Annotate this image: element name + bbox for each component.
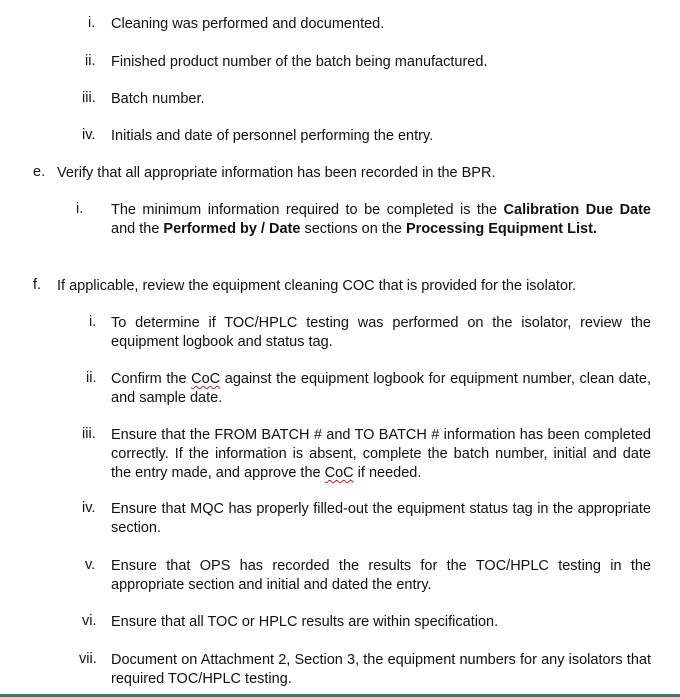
list-item-text: Finished product number of the batch being manufactured. [111,54,488,70]
performed-by-date-term: Performed by / Date [163,221,301,237]
list-item-text: Confirm the CoC against the equipment logbook for equipment number, clean date, and sample date. [111,371,651,406]
list-marker: iii. [82,426,96,442]
list-item-text: The minimum information required to be completed is the Calibration Due Date and the Performed by / Date sections on the Processing Equipment List. [111,202,652,237]
list-marker: iii. [82,90,96,106]
list-item-text: Ensure that the FROM BATCH # and TO BATCH # information has been completed correctly. If the information is absent, complete the batch number, initial and date the entry made, and approve the CoC if needed. [111,427,651,481]
section-heading-text: If applicable, review the equipment cleaning COC that is provided for the isolator. [57,278,577,294]
coc-term: CoC [191,371,221,387]
calibration-due-date-term: Calibration Due Date [503,202,652,218]
list-item-text: Ensure that MQC has properly filled-out the equipment status tag in the appropriate section. [111,501,651,536]
list-marker: i. [88,15,96,31]
list-marker: vii. [79,651,97,667]
list-marker: iv. [82,127,96,143]
list-item-text: Initials and date of personnel performing the entry. [111,128,434,144]
list-marker: ii. [86,370,97,386]
list-item-text: Batch number. [111,91,205,107]
list-marker: i. [76,201,84,217]
coc-term: CoC [324,465,354,481]
list-marker: v. [85,557,96,573]
list-item-text: Cleaning was performed and documented. [111,16,385,32]
section-marker: e. [33,164,46,180]
list-marker: i. [89,314,97,330]
list-marker: vi. [82,613,97,629]
section-marker: f. [33,277,42,293]
list-item-text: To determine if TOC/HPLC testing was performed on the isolator, review the equipment logbook and status tag. [111,315,651,350]
list-item-text: Document on Attachment 2, Section 3, the equipment numbers for any isolators that required TOC/HPLC testing. [111,652,651,687]
list-item-text: Ensure that all TOC or HPLC results are within specification. [111,614,499,630]
processing-equipment-list-term: Processing Equipment List. [406,221,597,237]
list-marker: iv. [82,500,96,516]
list-item-text: Ensure that OPS has recorded the results for the TOC/HPLC testing in the appropriate section and initial and dated the entry. [111,558,651,593]
section-heading-text: Verify that all appropriate information has been recorded in the BPR. [57,165,496,181]
list-marker: ii. [85,53,96,69]
